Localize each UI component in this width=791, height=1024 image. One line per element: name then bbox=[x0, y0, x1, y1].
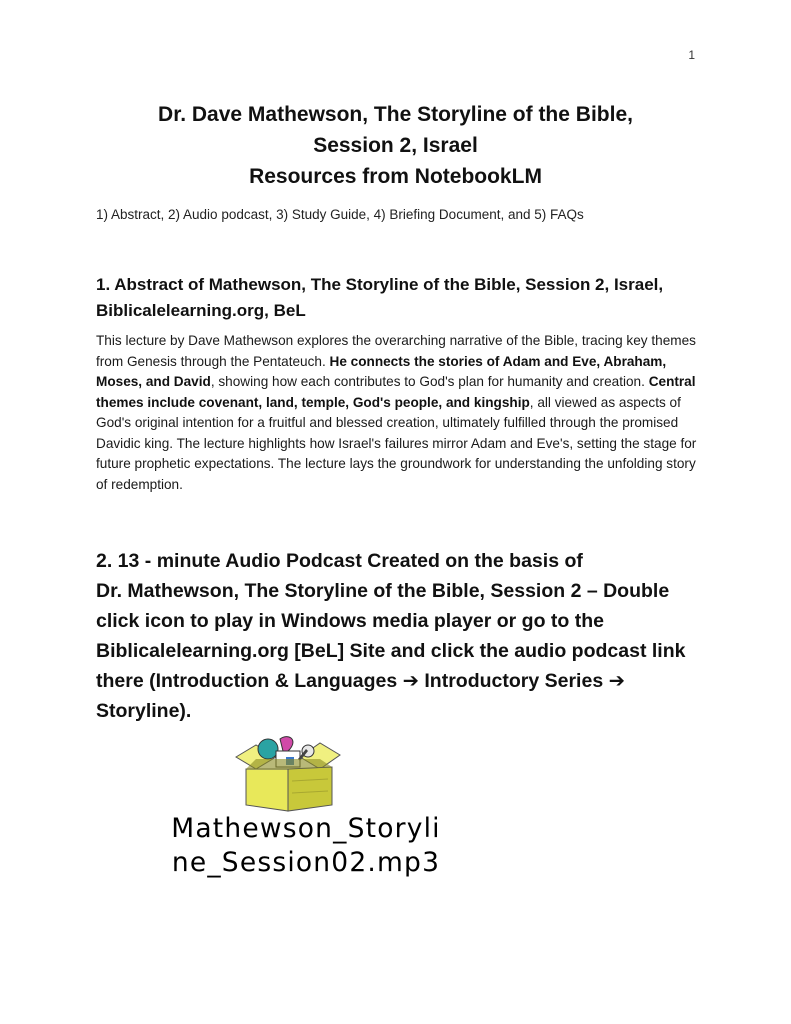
section-1-heading bbox=[96, 272, 706, 324]
resources-list: 1) Abstract, 2) Audio podcast, 3) Study Guide, 4) Briefing Document, and 5) FAQs bbox=[96, 207, 584, 222]
audio-file-link[interactable] bbox=[96, 812, 516, 880]
abstract-paragraph bbox=[96, 331, 700, 495]
abstract-text-3: , all viewed as aspects of God's original intention for a fruitful and blessed creation, ultimately fulfilled through the promised Davidic king. The lecture highlights how Israel's failures mirror Adam and Eve's, setting the stage for future prophetic expectations. The lecture lays the groundwork for understanding the unfolding story of redemption. bbox=[96, 394, 697, 492]
audio-filename-line-2: ne_Session02.mp3 bbox=[171, 847, 441, 878]
page-number: 1 bbox=[688, 48, 695, 62]
section-1-heading-line-1: 1. Abstract of Mathewson, The Storyline of the Bible, Session 2, Israel, bbox=[96, 275, 664, 294]
arrow-right-icon: ➔ bbox=[608, 670, 625, 692]
section-2-heading-line-2: Dr. Mathewson, The Storyline of the Bible, Session 2 – Double click icon to play in Windows media player or go to the Biblicalelearning.org [BeL] Site and click the audio podcast link there (Introduction & Languages bbox=[96, 580, 686, 692]
abstract-bold-1: He connects the stories of Adam and Eve, Abraham, Moses, and David bbox=[96, 353, 667, 389]
title-line-2: Session 2, Israel bbox=[313, 134, 478, 157]
section-1-heading-line-2: Biblicalelearning.org, BeL bbox=[96, 301, 306, 320]
title-line-1: Dr. Dave Mathewson, The Storyline of the Bible, bbox=[158, 103, 633, 126]
section-2-heading bbox=[96, 546, 706, 726]
audio-filename-line-1: Mathewson_Storyli bbox=[171, 813, 441, 844]
abstract-text-2: , showing how each contributes to God's plan for humanity and creation. bbox=[210, 374, 649, 389]
section-2-heading-mid: Introductory Series bbox=[418, 670, 609, 692]
abstract-text-1: This lecture by Dave Mathewson explores the overarching narrative of the Bible, tracing key themes from Genesis through the Pentateuch. bbox=[96, 333, 696, 369]
section-2-heading-line-1: 2. 13 - minute Audio Podcast Created on the basis of bbox=[96, 550, 583, 572]
document-title bbox=[0, 99, 791, 192]
abstract-bold-2: Central themes include covenant, land, temple, God's people, and kingship bbox=[96, 374, 696, 410]
section-2-heading-end: Storyline). bbox=[96, 700, 192, 722]
arrow-right-icon: ➔ bbox=[402, 670, 419, 692]
title-line-3: Resources from NotebookLM bbox=[249, 165, 542, 188]
media-package-icon[interactable] bbox=[228, 735, 348, 815]
